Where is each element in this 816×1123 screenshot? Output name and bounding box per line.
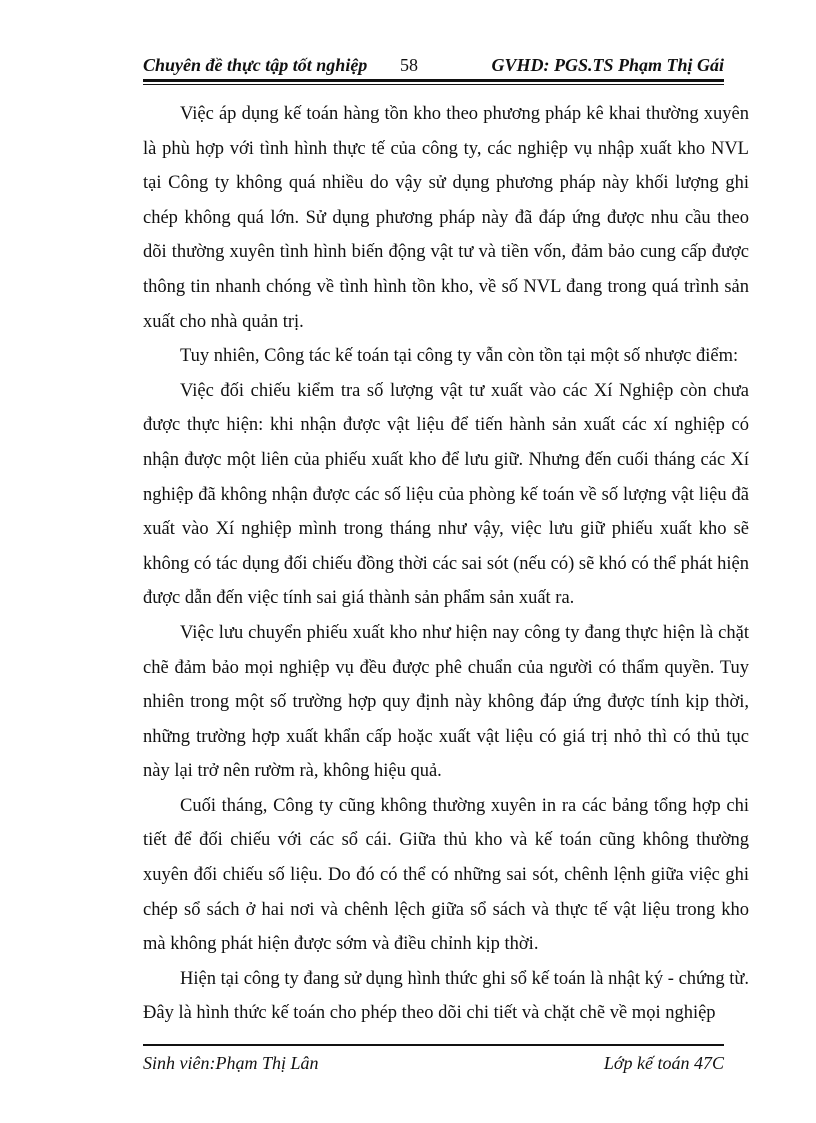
paragraph: Việc đối chiếu kiểm tra số lượng vật tư xuất vào các Xí Nghiệp còn chưa được thực hiện: khi nhận được vật liệu để tiến hành sản xuất các xí nghiệp có nhận được một liên của phiếu xuất kho để lưu giữ. Nhưng đến cuối tháng các Xí nghiệp đã không nhận được các số liệu của phòng kế toán về số lượng vật liệu đã xuất vào Xí nghiệp mình trong tháng như vậy, việc lưu giữ phiếu xuất kho sẽ không có tác dụng đối chiếu đồng thời các sai sót (nếu có) sẽ khó có thể phát hiện được dẫn đến việc tính sai giá thành sản phẩm sản xuất ra. — [143, 380, 749, 609]
page-number: 58 — [400, 55, 418, 75]
paragraph: Hiện tại công ty đang sử dụng hình thức ghi sổ kế toán là nhật ký - chứng từ. Đây là hình thức kế toán cho phép theo dõi chi tiết và chặt chẽ về mọi nghiệp — [143, 968, 749, 1024]
paragraph: Tuy nhiên, Công tác kế toán tại công ty vẫn còn tồn tại một số nhược điểm: — [180, 346, 739, 367]
header-title: Chuyên đề thực tập tốt nghiệp — [143, 55, 368, 75]
paragraph: Việc áp dụng kế toán hàng tồn kho theo phương pháp kê khai thường xuyên là phù hợp với tình hình thực tế của công ty, các nghiệp vụ nhập xuất kho NVL tại Công ty không quá nhiều do vậy sử dụng phương pháp này khối lượng ghi chép không quá lớn. Sử dụng phương pháp này đã đáp ứng được nhu cầu theo dõi thường xuyên tình hình biến động vật tư và tiền vốn, đảm bảo cung cấp được thông tin nhanh chóng về tình hình tồn kho, về số NVL đang trong quá trình sản xuất cho nhà quản trị. — [143, 104, 749, 332]
paragraph: Cuối tháng, Công ty cũng không thường xuyên in ra các bảng tổng hợp chi tiết để đối chiếu với các sổ cái. Giữa thủ kho và kế toán cũng không thường xuyên đối chiếu số liệu. Do đó có thể có những sai sót, chênh lệnh giữa việc ghi chép sổ sách ở hai nơi và chênh lệch giữa sổ sách và thực tế vật liệu trong kho mà không phát hiện được sớm và điều chỉnh kịp thời. — [143, 795, 749, 955]
footer-divider — [143, 1044, 724, 1046]
page-footer — [143, 1050, 724, 1076]
page-header — [143, 52, 724, 78]
footer-student: Sinh viên:Phạm Thị Lân — [143, 1053, 319, 1073]
header-divider-thick — [143, 79, 724, 82]
paragraph: Việc lưu chuyển phiếu xuất kho như hiện nay công ty đang thực hiện là chặt chẽ đảm bảo mọi nghiệp vụ đều được phê chuẩn của người có thẩm quyền. Tuy nhiên trong một số trường hợp quy định này không đáp ứng được tính kịp thời, những trường hợp xuất khẩn cấp hoặc xuất vật liệu có giá trị nhỏ thì có thủ tục này lại trở nên rườm rà, không hiệu quả. — [143, 622, 749, 782]
document-body — [143, 97, 749, 1031]
footer-class: Lớp kế toán 47C — [603, 1053, 724, 1073]
header-advisor: GVHD: PGS.TS Phạm Thị Gái — [491, 55, 724, 75]
header-divider-thin — [143, 84, 724, 85]
